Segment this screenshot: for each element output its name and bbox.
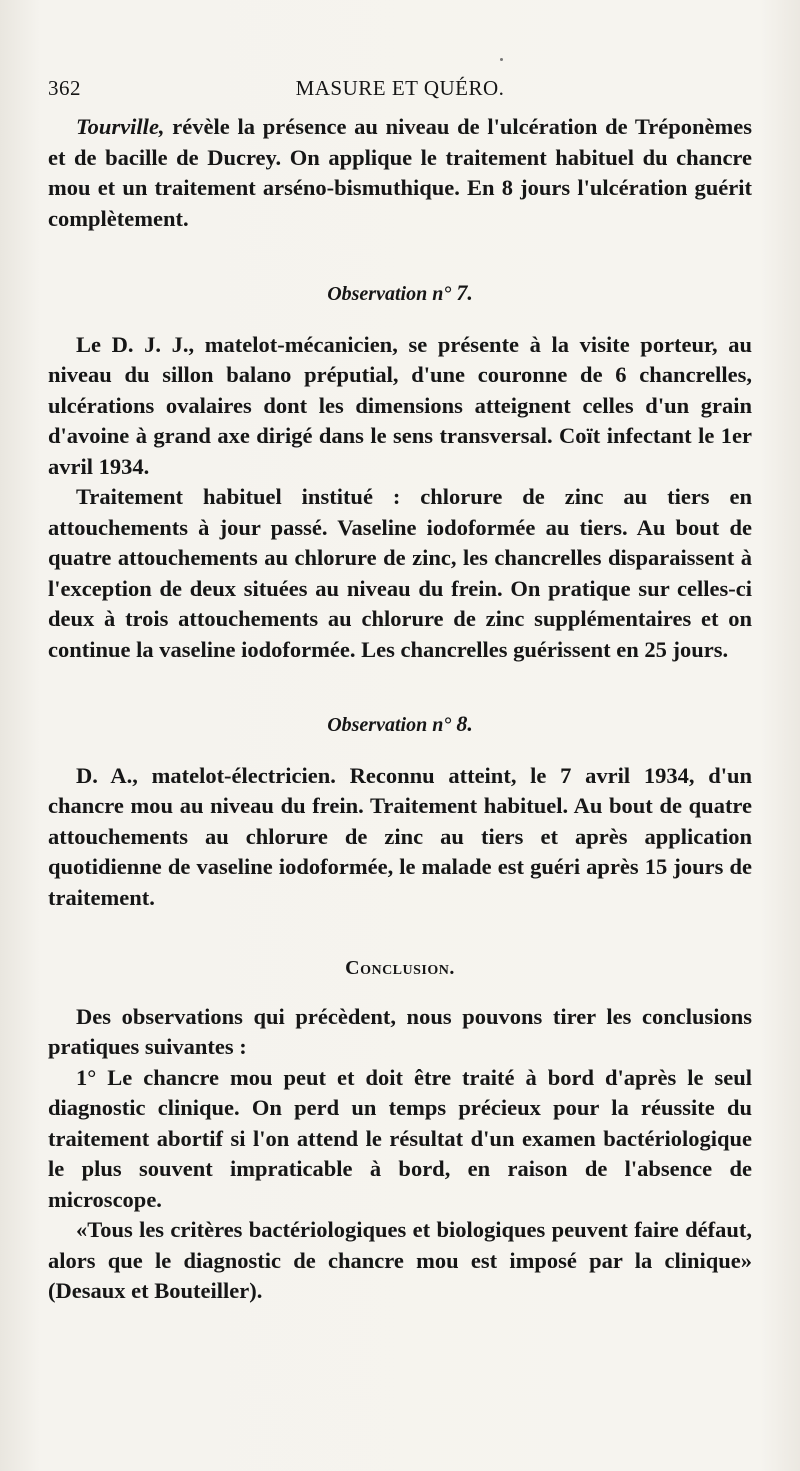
observation-7-paragraph-2: Traitement habituel institué : chlorure de zinc au tiers en attouchements à jour passé. Vaseline iodoformée au tiers. Au bout de quatre attouchements au chlorure de zinc, les chancrelles disparaissent à l'exception de deux situées au niveau du frein. On pratique sur celles-ci deux à trois attouchements au chlorure de zinc supplémentaires et on continue la vaseline iodoformée. Les chancrelles guérissent en 25 jours. [48, 484, 752, 662]
page-body [48, 112, 752, 1307]
observation-8-paragraph-1: D. A., matelot-électricien. Reconnu atteint, le 7 avril 1934, d'un chancre mou au niveau du frein. Traitement habituel. Au bout de quatre attouchements au chlorure de zinc au tiers et après application quotidienne de vaseline iodoformée, le malade est guéri après 15 jours de traitement. [48, 762, 752, 910]
conclusion-title: Conclusion. [345, 957, 455, 979]
observation-8-number: 8. [456, 711, 473, 736]
ink-speck [500, 58, 503, 61]
conclusion-quote: «Tous les critères bactériologiques et biologiques peuvent faire défaut, alors que le diagnostic de chancre mou est imposé par la clinique» (Desaux et Bouteiller). [48, 1217, 752, 1303]
observation-8-title: Observation n° 8. [327, 711, 473, 736]
observation-7-number: 7. [456, 280, 473, 305]
page-header [48, 76, 752, 106]
observation-7-paragraph-1: Le D. J. J., matelot-mécanicien, se présente à la visite porteur, au niveau du sillon balano préputial, d'une couronne de 6 chancrelles, ulcérations ovalaires dont les dimensions atteignent celles d'un grain d'avoine à grand axe dirigé dans le sens transversal. Coït infectant le 1er avril 1934. [48, 331, 752, 479]
page-number: 362 [48, 76, 81, 100]
conclusion-intro: Des observations qui précèdent, nous pouvons tirer les conclusions pratiques suivantes : [48, 1003, 752, 1059]
continuation-text: révèle la présence au niveau de l'ulcération de Tréponèmes et de bacille de Ducrey. On applique le traitement habituel du chancre mou et un traitement arséno-bismuthique. En 8 jours l'ulcération guérit complètement. [48, 114, 752, 231]
running-title: MASURE ET QUÉRO. [295, 76, 505, 100]
observation-7-title: Observation n° 7. [327, 280, 473, 305]
conclusion-point-1: 1° Le chancre mou peut et doit être traité à bord d'après le seul diagnostic clinique. On perd un temps précieux pour la réussite du traitement abortif si l'on attend le résultat d'un examen bactériologique le plus souvent impraticable à bord, en raison de l'absence de microscope. [48, 1064, 752, 1212]
continuation-paragraph [48, 112, 752, 234]
continuation-lead: Tourville, [76, 114, 165, 139]
